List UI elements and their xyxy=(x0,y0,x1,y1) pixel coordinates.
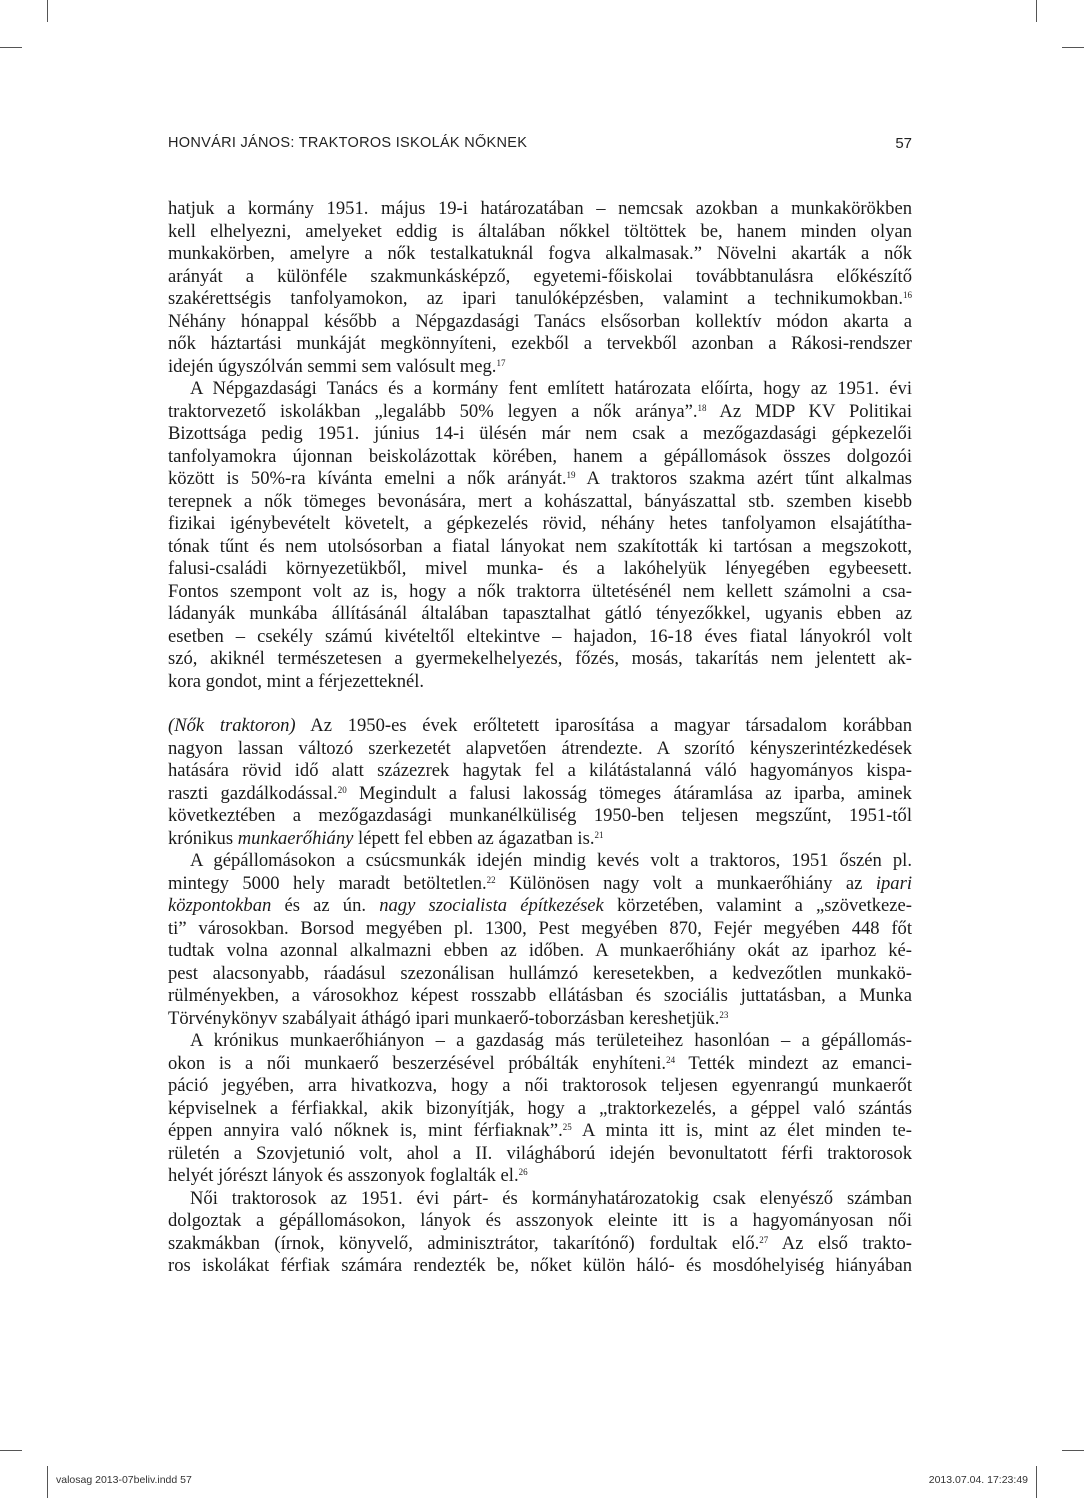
text-line: traktorvezető iskolákban „legalább 50% legyen a nők aránya”.$^{18}$ Az MDP KV Politikai xyxy=(168,400,912,422)
footnote-ref: 22 xyxy=(486,874,496,885)
text-line: nagyon lassan változó szerkezetét alapvetően átrendezte. A szorító kényszerintézkedések xyxy=(168,737,912,759)
footnote-ref: 21 xyxy=(594,829,604,840)
footnote-ref: 27 xyxy=(759,1234,769,1245)
text-line: tanfolyamokra újonnan beiskolázottak körében, hanem a gépállomások összes dolgozói xyxy=(168,445,912,467)
text-line: szakérettségis tanfolyamokon, az ipari tanulóképzésben, valamint a technikumokban.$^{16}$ xyxy=(168,288,912,309)
crop-mark xyxy=(1062,47,1084,48)
text-line: fizikai igénybevételt követelt, a gépkezelés rövid, néhány hetes tanfolyamon elsajátítha- xyxy=(168,513,912,534)
paragraph xyxy=(168,715,912,850)
paragraph xyxy=(168,1030,912,1188)
text-line: Női traktorosok az 1951. évi párt- és kormányhatározatokig csak elenyésző számban xyxy=(190,1187,912,1209)
text-line: kell elhelyezni, amelyeket eddig is általában nőkkel töltöttek be, hanem minden olyan xyxy=(168,220,912,242)
footnote-ref: 17 xyxy=(496,357,506,368)
footnote-ref: 20 xyxy=(337,784,347,795)
footnote-ref: 16 xyxy=(903,290,912,300)
paragraph xyxy=(168,198,912,378)
footnote-ref: 19 xyxy=(566,470,576,480)
paragraph xyxy=(168,1188,912,1278)
crop-mark xyxy=(1062,1450,1084,1451)
text-line: hatására rövid idő alatt százezrek hagytak fel a kilátástalanná váló hagyományos kispa- xyxy=(168,760,912,781)
running-header xyxy=(168,135,912,157)
text-line: A Népgazdasági Tanács és a kormány fent említett határozata előírta, hogy az 1951. évi xyxy=(190,378,912,399)
text-line: éppen annyira való nőknek is, mint férfiaknak”.$^{25}$ A minta itt is, mint az élet minden te- xyxy=(168,1120,912,1141)
print-slug-right: 2013.07.04. 17:23:49 xyxy=(928,1474,1028,1486)
text-line: Bizottsága pedig 1951. június 14-i ülésén már nem csak a mezőgazdasági gépkezelői xyxy=(168,423,912,444)
text-line: ládanyák munkába állításánál általában tapasztalhat gátló tényezőkkel, ugyanis ebben az xyxy=(168,603,912,624)
text-line: A gépállomásokon a csúcsmunkák idején mindig kevés volt a traktoros, 1951 őszén pl. xyxy=(190,850,912,871)
text-line: dolgoztak a gépállomásokon, lányok és asszonyok eleinte itt is a hagyományosan női xyxy=(168,1210,912,1231)
text-line: A krónikus munkaerőhiányon – a gazdaság más területeihez hasonlóan – a gépállomás- xyxy=(190,1030,912,1051)
crop-mark xyxy=(47,1466,48,1498)
crop-mark xyxy=(0,47,22,48)
text-line: Néhány hónappal később a Népgazdasági Tanács elsősorban kollektív módon akarta a xyxy=(168,310,912,332)
text-line: páció jegyében, arra hivatkozva, hogy a női traktorosok teljesen egyenrangú munkaerőt xyxy=(168,1075,912,1096)
page-number: 57 xyxy=(895,135,912,152)
text-line: krónikus munkaerőhiány lépett fel ebben az ágazatban is.$^{21}$ xyxy=(168,827,604,849)
text-line: tudtak volna azonnal alkalmazni ebben az időben. A munkaerőhiány okát az iparhoz ké- xyxy=(168,940,912,961)
footnote-ref: 23 xyxy=(719,1009,729,1020)
footnote-ref: 18 xyxy=(697,402,707,413)
crop-mark xyxy=(1036,1466,1037,1498)
text-line: (Nők traktoron) Az 1950-es évek erőltetett iparosítása a magyar társadalom korábban xyxy=(168,715,912,736)
text-line: mintegy 5000 hely maradt betöltetlen.$^{22}$ Különösen nagy volt a munkaerőhiány az ipari xyxy=(168,872,913,894)
text-line: munkakörben, amelyre a nők testalkatuknál fogva alkalmasak.” Növelni akarták a nők xyxy=(168,243,912,264)
text-line: között is 50%-ra kívánta emelni a nők arányát.$^{19}$ A traktoros szakma azért tűnt alkalmas xyxy=(168,468,912,489)
text-line: esetben – csekély számú kivételtől eltekintve – hajadon, 16-18 éves fiatal lányokról volt xyxy=(168,625,912,647)
text-line: rülményekben, a városokhoz képest rosszabb ellátásban és szociális juttatásban, a Munka xyxy=(168,985,912,1006)
running-title: HONVÁRI JÁNOS: TRAKTOROS ISKOLÁK NŐKNEK xyxy=(168,135,528,151)
crop-mark xyxy=(47,0,48,22)
text-line: Fontos szempont volt az is, hogy a nők traktorra ültetésénél nem kellett számolni a csa- xyxy=(168,580,912,602)
text-line: terepnek a nők tömeges bevonására, mert a kohászattal, bányászattal stb. szemben kisebb xyxy=(168,490,912,512)
text-line: képviselnek a férfiakkal, akik bizonyítják, hogy a „traktorkezelés, a géppel való szántás xyxy=(168,1097,912,1119)
text-line: Törvénykönyv szabályait áthágó ipari munkaerő-toborzásban kereshetjük.$^{23}$ xyxy=(168,1007,729,1029)
paragraph xyxy=(168,378,912,693)
section-heading: (Nők traktoron) xyxy=(168,715,296,736)
text-line: kora gondot, mint a férjezetteknél. xyxy=(168,670,425,692)
text-line: tónak tűnt és nem utolsósorban a fiatal lányokat nem szakították ki tartósan a megszokott, xyxy=(168,535,912,557)
article-body xyxy=(168,198,912,1278)
text-line: falusi-családi környezetükből, mivel munka- és a lakóhelyük lényegében egybeesett. xyxy=(168,558,912,579)
text-line: nők háztartási munkáját megkönnyíteni, ezekből a tervekből azonban a Rákosi-rendszer xyxy=(168,333,912,354)
text-line: szakmákban (írnok, könyvelő, adminisztrátor, takarítónő) fordultak elő.$^{27}$ Az első trakto- xyxy=(168,1232,912,1254)
print-slug-left: valosag 2013-07beliv.indd 57 xyxy=(56,1474,192,1486)
crop-mark xyxy=(0,1450,22,1451)
text-line: rületén a Szovjetunió volt, ahol a II. világháború idején bevonultatott férfi traktorosok xyxy=(168,1142,912,1164)
text-line: ros iskolákat férfiak számára rendezték be, nőket külön háló- és mosdóhelyiség hiányában xyxy=(168,1255,912,1276)
text-line: okon is a női munkaerő beszerzésével próbálták enyhíteni.$^{24}$ Tették mindezt az emanci- xyxy=(168,1052,912,1074)
text-line: raszti gazdálkodással.$^{20}$ Megindult a falusi lakosság tömeges átáramlása az iparba, aminek xyxy=(168,782,912,804)
footnote-ref: 25 xyxy=(562,1122,572,1132)
text-line: központokban és az ún. nagy szocialista építkezések körzetében, valamint a „szövetkeze- xyxy=(168,895,912,916)
footnote-ref: 24 xyxy=(666,1054,676,1065)
text-line: arányát a különféle szakmunkásképző, egyetemi-főiskolai továbbtanulásra előkészítő xyxy=(168,265,912,287)
text-line: pest alacsonyabb, ráadásul szezonálisan hullámzó keresetekben, a kedvezőtlen munkakö- xyxy=(168,962,912,984)
text-line: helyét jórészt lányok és asszonyok foglalták el.$^{26}$ xyxy=(168,1165,528,1186)
paragraph xyxy=(168,850,912,1030)
text-line: idején úgyszólván semmi sem valósult meg.$^{17}$ xyxy=(168,355,506,377)
text-line: ti” városokban. Borsod megyében pl. 1300, Pest megyében 870, Fejér megyében 448 főt xyxy=(168,917,912,939)
text-line: szó, akiknél természetesen a gyermekelhelyezés, főzés, mosás, takarítás nem jelentett ak- xyxy=(168,648,912,669)
footnote-ref: 26 xyxy=(518,1167,528,1177)
text-line: következtében a mezőgazdasági munkanélküliség 1950-ben teljesen megszűnt, 1951-től xyxy=(168,805,912,826)
text-line: hatjuk a kormány 1951. május 19-i határozatában – nemcsak azokban a munkakörökben xyxy=(168,198,912,219)
crop-mark xyxy=(1036,0,1037,22)
